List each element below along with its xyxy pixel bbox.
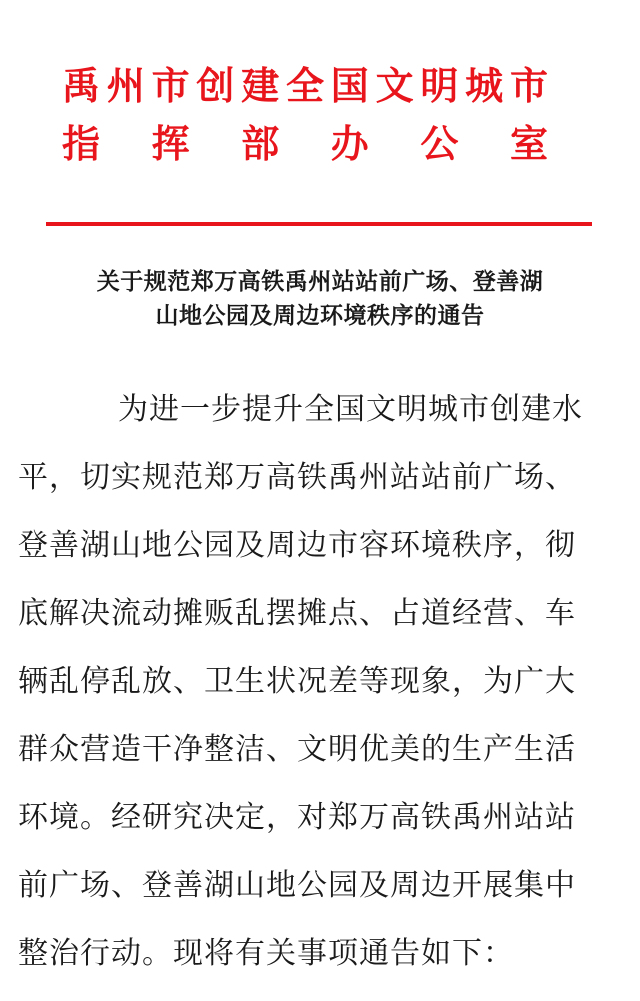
issuer-char: 市 bbox=[509, 63, 548, 108]
issuer-char: 国 bbox=[330, 63, 369, 108]
issuer-char: 办 bbox=[330, 121, 369, 166]
notice-title-line-1: 关于规范郑万高铁禹州站站前广场、登善湖 bbox=[96, 268, 544, 295]
notice-title-line-2: 山地公园及周边环境秩序的通告 bbox=[155, 302, 485, 329]
issuer-char: 州 bbox=[106, 63, 145, 108]
body-line: 群众营造干净整洁、文明优美的生产生活 bbox=[18, 732, 576, 767]
body-line: 平，切实规范郑万高铁禹州站站前广场、 bbox=[18, 460, 576, 495]
issuer-char: 挥 bbox=[151, 121, 190, 166]
issuer-char: 指 bbox=[62, 121, 101, 166]
issuer-name-line-2 bbox=[62, 120, 548, 168]
issuer-char: 公 bbox=[420, 121, 459, 166]
body-line: 辆乱停乱放、卫生状况差等现象，为广大 bbox=[18, 664, 576, 699]
body-line: 登善湖山地公园及周边市容环境秩序，彻 bbox=[18, 528, 576, 563]
issuer-char: 城 bbox=[465, 63, 504, 108]
issuer-char: 部 bbox=[241, 121, 280, 166]
issuer-char: 室 bbox=[509, 121, 548, 166]
body-line: 底解决流动摊贩乱摆摊点、占道经营、车 bbox=[18, 596, 576, 631]
issuer-char: 明 bbox=[420, 63, 459, 108]
body-line: 环境。经研究决定，对郑万高铁禹州站站 bbox=[18, 800, 576, 835]
issuer-char: 全 bbox=[285, 63, 324, 108]
issuer-name-line-1 bbox=[62, 62, 548, 110]
body-line: 为进一步提升全国文明城市创建水 bbox=[118, 392, 583, 427]
notice-body bbox=[18, 376, 630, 988]
issuer-char: 禹 bbox=[62, 63, 101, 108]
body-line: 整治行动。现将有关事项通告如下： bbox=[18, 936, 514, 971]
issuer-char: 建 bbox=[241, 63, 280, 108]
issuer-char: 创 bbox=[196, 63, 235, 108]
notice-title bbox=[0, 265, 640, 333]
issuer-header bbox=[62, 62, 562, 168]
body-line: 前广场、登善湖山地公园及周边开展集中 bbox=[18, 868, 576, 903]
issuer-char: 市 bbox=[151, 63, 190, 108]
red-divider-rule bbox=[46, 222, 592, 226]
issuer-char: 文 bbox=[375, 63, 414, 108]
